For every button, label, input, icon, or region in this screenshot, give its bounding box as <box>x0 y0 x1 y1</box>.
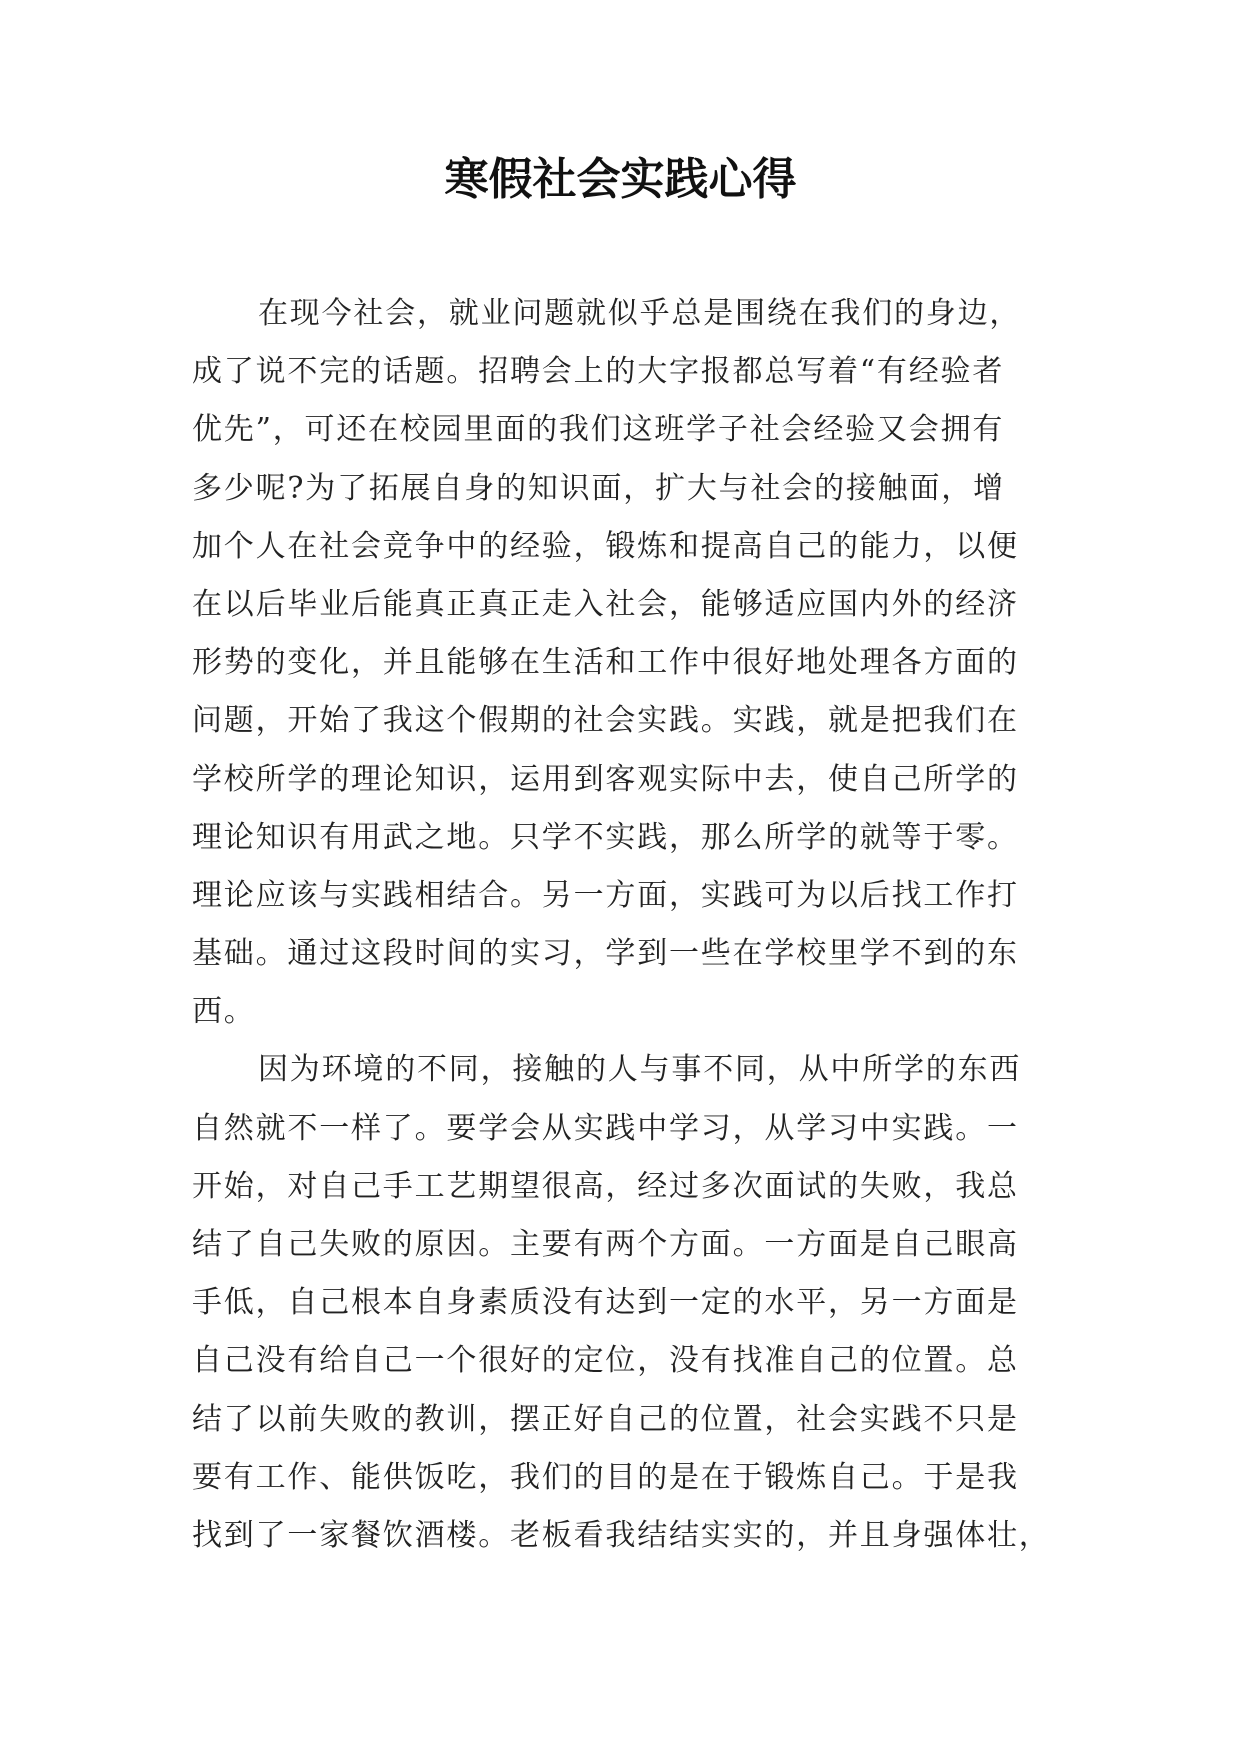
paragraph-1-line: 理论应该与实践相结合。另一方面，实践可为以后找工作打 <box>192 877 1019 913</box>
paragraph-2-line: 要有工作、能供饭吃，我们的目的是在于锻炼自己。于是我 <box>192 1459 1019 1495</box>
paragraph-2-line: 找到了一家餐饮酒楼。老板看我结结实实的，并且身强体壮， <box>192 1517 1051 1553</box>
paragraph-2-line: 结了自己失败的原因。主要有两个方面。一方面是自己眼高 <box>192 1227 1019 1262</box>
paragraph-1-line: 学校所学的理论知识，运用到客观实际中去，使自己所学的 <box>192 761 1019 797</box>
paragraph-1-line: 多少呢?为了拓展自身的知识面，扩大与社会的接触面，增 <box>192 470 1005 506</box>
paragraph-2-line: 手低，自己根本自身素质没有达到一定的水平，另一方面是 <box>192 1285 1019 1321</box>
paragraph-2-line: 自然就不一样了。要学会从实践中学习，从学习中实践。一 <box>192 1110 1019 1146</box>
paragraph-1-line: 在现今社会，就业问题就似乎总是围绕在我们的身边， <box>258 296 1022 331</box>
paragraph-1-line: 理论知识有用武之地。只学不实践，那么所学的就等于零。 <box>192 819 1019 855</box>
paragraph-2-line: 结了以前失败的教训，摆正好自己的位置，社会实践不只是 <box>192 1401 1019 1437</box>
paragraph-1-line: 基础。通过这段时间的实习，学到一些在学校里学不到的东 <box>192 936 1019 972</box>
paragraph-1-line: 成了说不完的话题。招聘会上的大字报都总写着“有经验者 <box>192 354 1005 390</box>
paragraph-2-line: 自己没有给自己一个很好的定位，没有找准自己的位置。总 <box>192 1343 1019 1379</box>
paragraph-1-line: 优先”，可还在校园里面的我们这班学子社会经验又会拥有 <box>192 412 1005 448</box>
paragraph-1-line: 形势的变化，并且能够在生活和工作中很好地处理各方面的 <box>192 645 1019 681</box>
paragraph-2-line: 因为环境的不同，接触的人与事不同，从中所学的东西 <box>258 1052 1022 1088</box>
document-title: 寒假社会实践心得 <box>444 154 797 205</box>
document-body <box>192 285 1072 1565</box>
paragraph-1-line: 西。 <box>192 994 256 1030</box>
paragraph-2-line: 开始，对自己手工艺期望很高，经过多次面试的失败，我总 <box>192 1168 1019 1204</box>
paragraph-1-line: 在以后毕业后能真正真正走入社会，能够适应国内外的经济 <box>192 586 1019 622</box>
paragraph-1-line: 问题，开始了我这个假期的社会实践。实践，就是把我们在 <box>192 703 1019 739</box>
paragraph-1-line: 加个人在社会竞争中的经验，锻炼和提高自己的能力，以便 <box>192 528 1019 564</box>
